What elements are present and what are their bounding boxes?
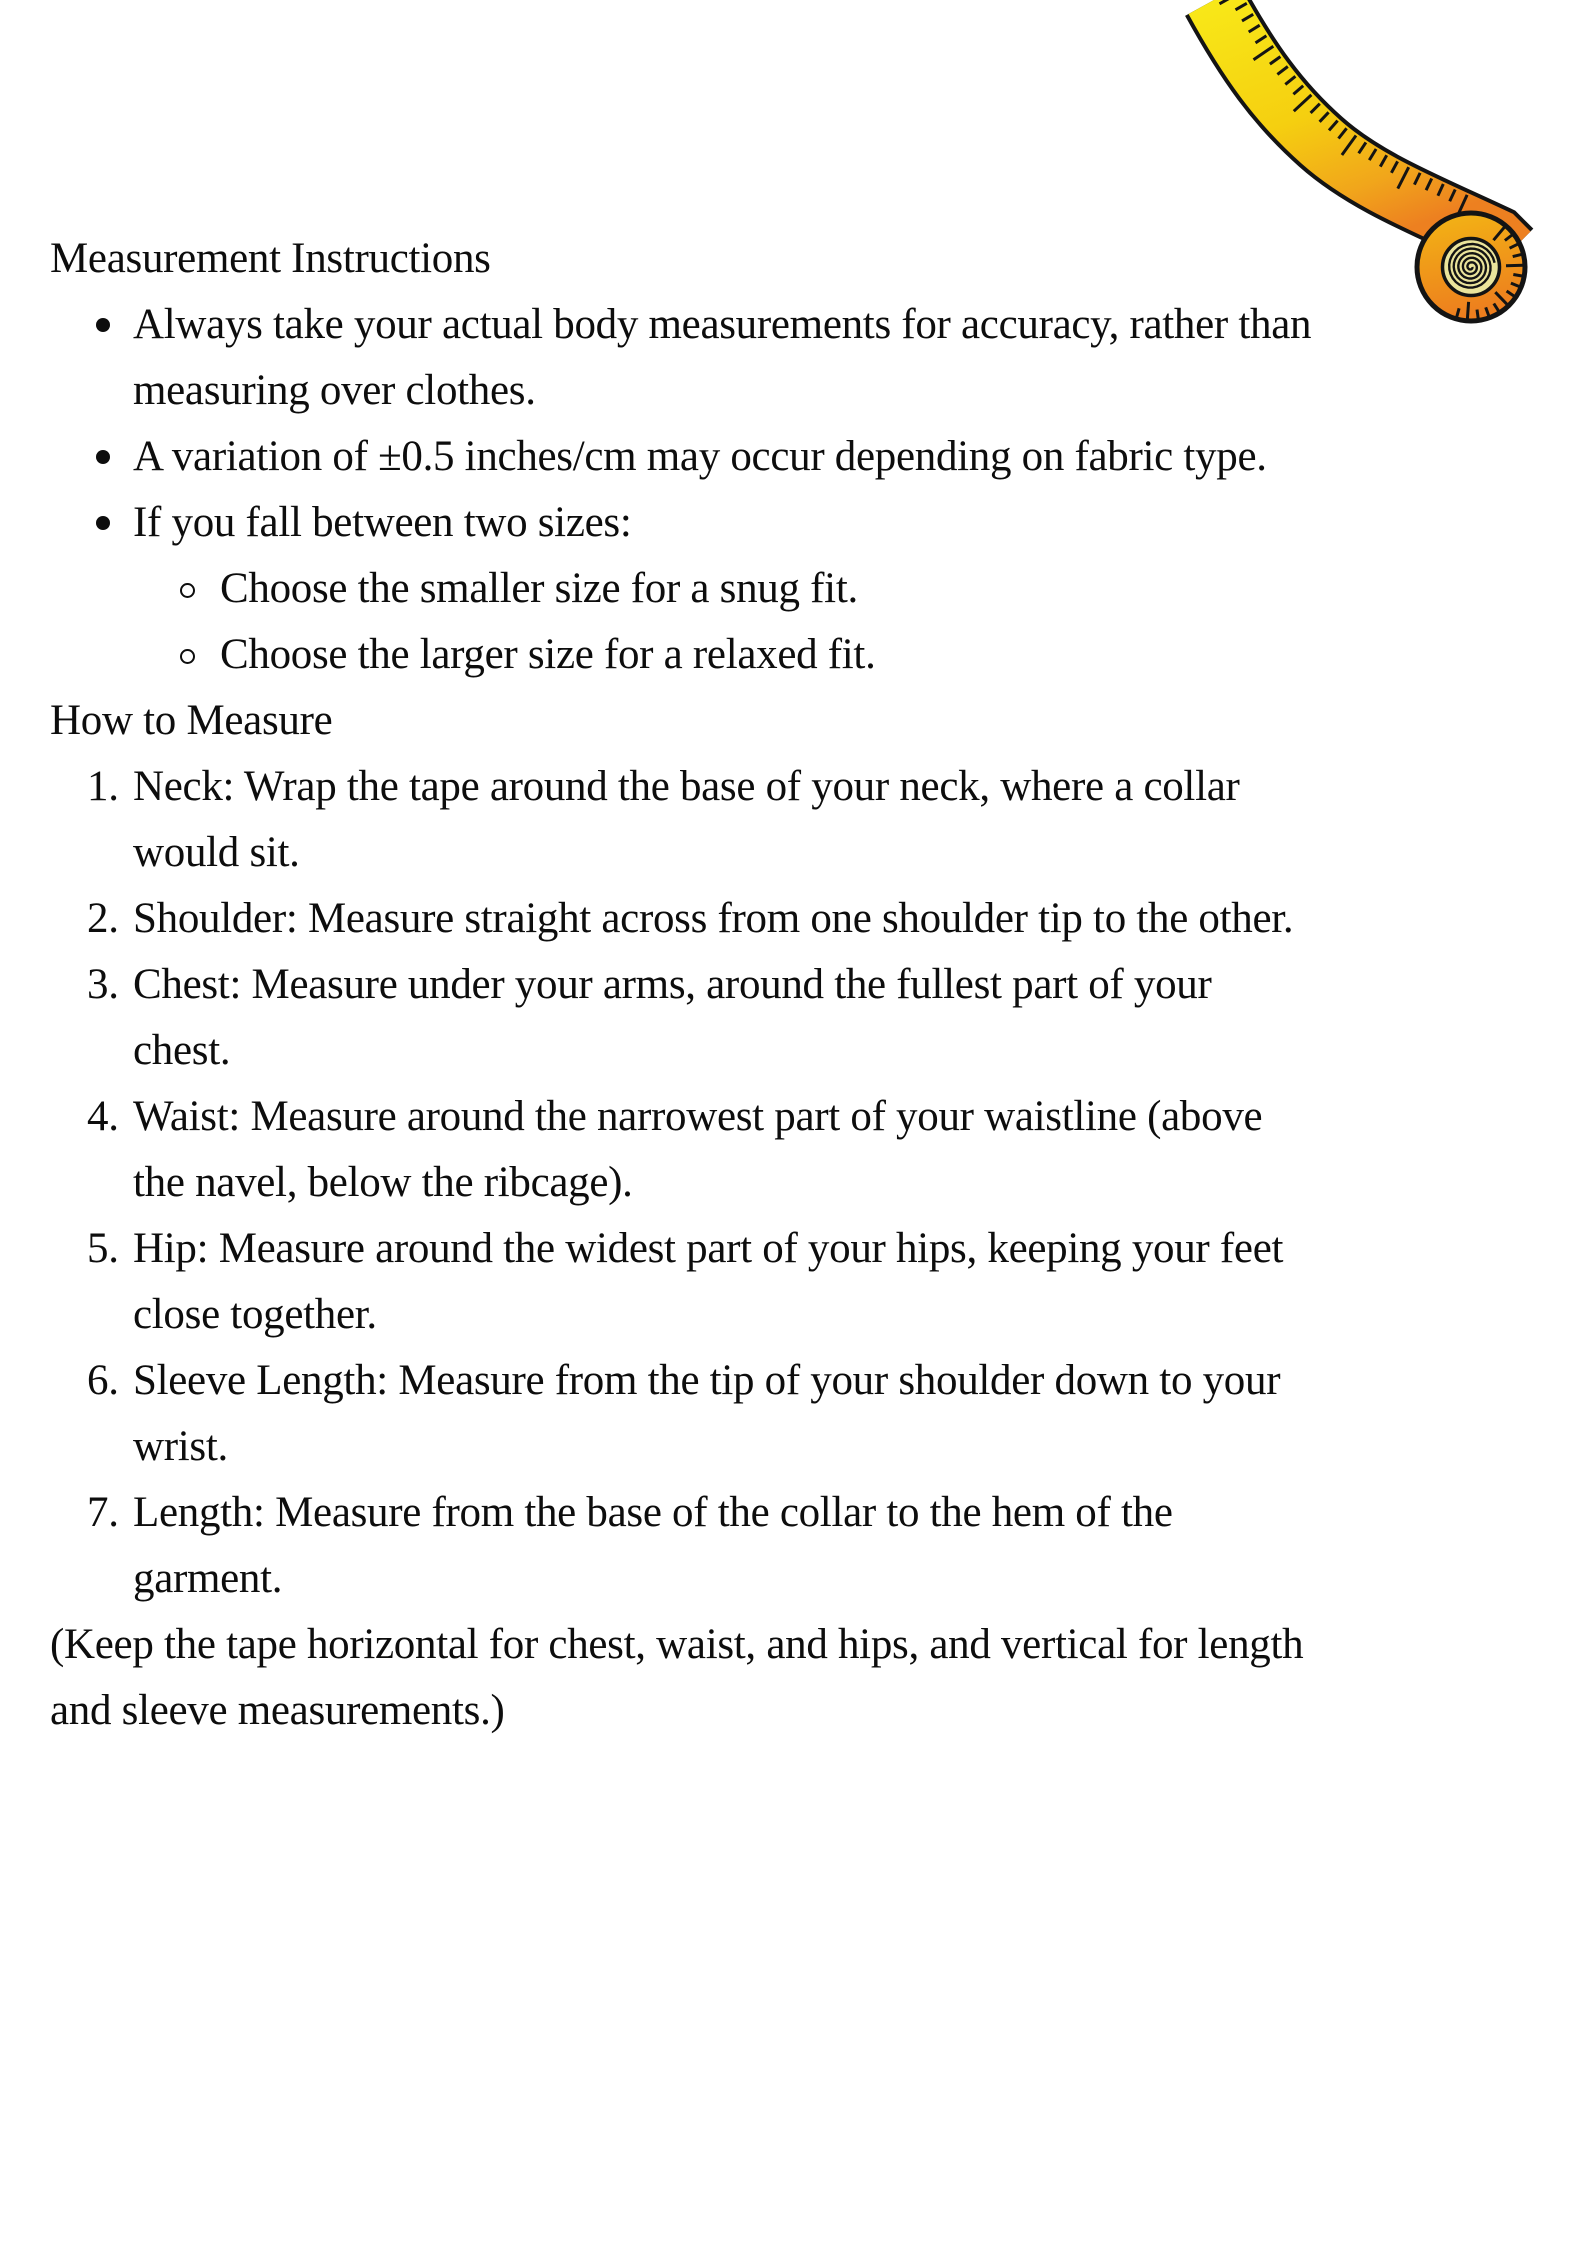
- step-text: Chest: Measure under your arms, around the fullest part of your: [133, 961, 1212, 1008]
- step-text-continuation: the navel, below the ribcage).: [133, 1159, 633, 1206]
- bullet-text: If you fall between two sizes:: [133, 499, 632, 546]
- bullet-item: [0, 424, 1587, 490]
- note-text: and sleeve measurements.): [50, 1687, 505, 1734]
- section-heading-measurement-instructions: Measurement Instructions: [50, 235, 491, 282]
- step-number: 4.: [87, 1093, 119, 1140]
- step-number: 2.: [87, 895, 119, 942]
- numbered-step: [0, 1216, 1587, 1282]
- measurement-instructions-document: [0, 226, 1587, 1744]
- bullet-text: A variation of ±0.5 inches/cm may occur depending on fabric type.: [133, 433, 1267, 480]
- bullet-marker-icon: [96, 450, 110, 464]
- numbered-step: [0, 886, 1587, 952]
- numbered-step: [0, 1348, 1587, 1414]
- step-number: 7.: [87, 1489, 119, 1536]
- bullet-marker-icon: [96, 318, 110, 332]
- step-text: Neck: Wrap the tape around the base of your neck, where a collar: [133, 763, 1240, 810]
- step-text-continuation: garment.: [133, 1555, 283, 1602]
- numbered-step: [0, 952, 1587, 1018]
- step-text: Waist: Measure around the narrowest part of your waistline (above: [133, 1093, 1263, 1140]
- step-text: Shoulder: Measure straight across from one shoulder tip to the other.: [133, 895, 1294, 942]
- note-text: (Keep the tape horizontal for chest, waist, and hips, and vertical for length: [50, 1621, 1304, 1668]
- step-text: Hip: Measure around the widest part of your hips, keeping your feet: [133, 1225, 1284, 1272]
- bullet-text: Always take your actual body measurements for accuracy, rather than: [133, 301, 1312, 348]
- bullet-item: [0, 292, 1587, 358]
- step-number: 1.: [87, 763, 119, 810]
- step-number: 6.: [87, 1357, 119, 1404]
- sub-bullet-item: [0, 622, 1587, 688]
- step-number: 5.: [87, 1225, 119, 1272]
- step-text: Length: Measure from the base of the collar to the hem of the: [133, 1489, 1173, 1536]
- numbered-step: [0, 754, 1587, 820]
- sub-bullet-marker-icon: [180, 583, 195, 598]
- section-heading-how-to-measure: How to Measure: [50, 697, 333, 744]
- step-text-continuation: wrist.: [133, 1423, 228, 1470]
- sub-bullet-marker-icon: [180, 649, 195, 664]
- bullet-text-continuation: measuring over clothes.: [133, 367, 536, 414]
- step-text: Sleeve Length: Measure from the tip of your shoulder down to your: [133, 1357, 1281, 1404]
- step-text-continuation: chest.: [133, 1027, 231, 1074]
- numbered-step: [0, 1084, 1587, 1150]
- bullet-item: [0, 490, 1587, 556]
- numbered-step: [0, 1480, 1587, 1546]
- step-number: 3.: [87, 961, 119, 1008]
- step-text-continuation: close together.: [133, 1291, 377, 1338]
- sub-bullet-text: Choose the smaller size for a snug fit.: [220, 565, 858, 612]
- sub-bullet-text: Choose the larger size for a relaxed fit.: [220, 631, 876, 678]
- sub-bullet-item: [0, 556, 1587, 622]
- bullet-marker-icon: [96, 516, 110, 530]
- step-text-continuation: would sit.: [133, 829, 300, 876]
